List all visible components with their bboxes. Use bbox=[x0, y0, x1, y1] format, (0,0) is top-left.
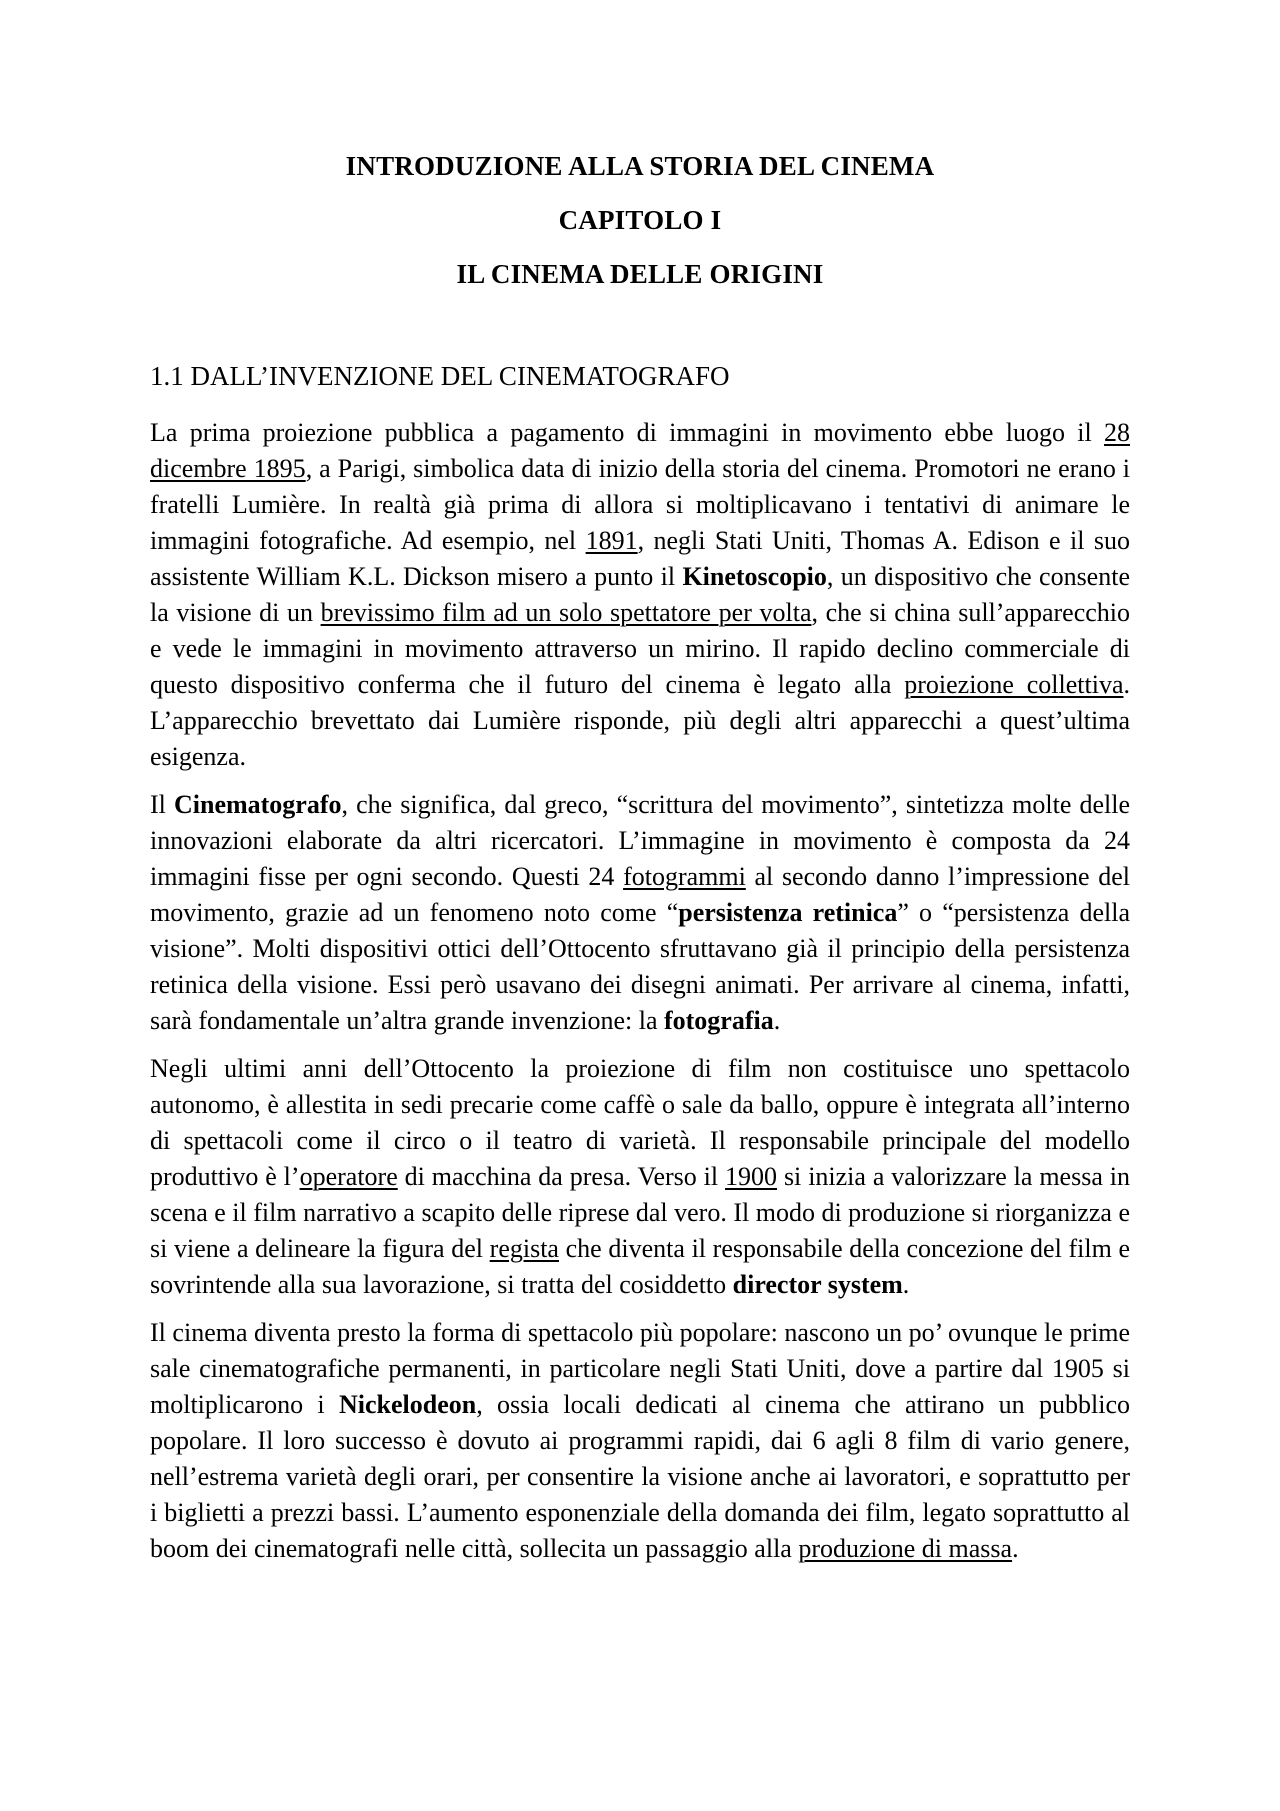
text-run: Cinematografo bbox=[173, 790, 342, 819]
text-run: ” o “persistenza della visione”. Molti dispositivi ottici dell’Ottocento sfruttavano già il principio della persistenza retinica della visione. Essi però usavano dei disegni animati. Per arrivare al cinema, infatti, sarà fondamentale un’altra grande invenzione: la bbox=[150, 898, 1130, 1035]
text-run: , negli Stati Uniti, Thomas A. Edison e il suo assistente William K.L. Dickson misero a punto il bbox=[150, 526, 1131, 591]
chapter-number-title: CAPITOLO I bbox=[558, 205, 722, 235]
text-run: brevissimo film ad un solo spettatore per volta bbox=[320, 598, 812, 627]
document-title: INTRODUZIONE ALLA STORIA DEL CINEMA bbox=[345, 151, 935, 181]
chapter-name-title: IL CINEMA DELLE ORIGINI bbox=[456, 259, 824, 289]
paragraph-early-exhibition bbox=[150, 1051, 1130, 1303]
text-run: Negli ultimi anni dell’Ottocento la proiezione di film non costituisce uno spettacolo autonomo, è allestita in sedi precarie come caffè o sale da ballo, oppure è integrata all’interno di spettacoli come il circo o il teatro di varietà. Il responsabile principale del modello produttivo è l’ bbox=[150, 1054, 1130, 1191]
text-run: Il cinema diventa presto la forma di spettacolo più popolare: nascono un po’ ovunque le prime sale cinematografiche permanenti, in particolare negli Stati Uniti, dove a partire dal 1905 si moltiplicarono i bbox=[150, 1318, 1130, 1419]
text-run: La prima proiezione pubblica a pagamento di immagini in movimento ebbe luogo il bbox=[150, 418, 1104, 447]
text-run: regista bbox=[489, 1234, 559, 1263]
paragraph-nickelodeon bbox=[150, 1315, 1130, 1567]
text-run: Nickelodeon bbox=[338, 1390, 477, 1419]
text-run: al secondo danno l’impressione del movimento, grazie ad un fenomeno noto come “ bbox=[150, 862, 1130, 927]
text-run: . bbox=[773, 1006, 781, 1035]
text-run: 28 dicembre 1895 bbox=[150, 418, 1130, 483]
text-run: . L’apparecchio brevettato dai Lumière risponde, più degli altri apparecchi a quest’ultima esigenza. bbox=[150, 670, 1130, 771]
text-run: . bbox=[1012, 1534, 1019, 1563]
text-run: , che si china sull’apparecchio e vede le immagini in movimento attraverso un mirino. Il rapido declino commerciale di questo dispositivo conferma che il futuro del cinema è legato alla bbox=[150, 598, 1131, 699]
text-run: 1900 bbox=[725, 1162, 778, 1191]
text-run: proiezione collettiva bbox=[904, 670, 1124, 699]
text-run: fotogrammi bbox=[623, 862, 746, 891]
paragraph-cinematografo bbox=[150, 787, 1130, 1039]
text-run: Il bbox=[150, 790, 174, 819]
text-run: . bbox=[902, 1270, 910, 1299]
text-run: persistenza retinica bbox=[678, 898, 898, 927]
text-run: , che significa, dal greco, “scrittura del movimento”, sintetizza molte delle innovazioni elaborate da altri ricercatori. L’immagine in movimento è composta da 24 immagini fisse per ogni secondo. Questi 24 bbox=[150, 790, 1130, 891]
text-run: , ossia locali dedicati al cinema che attirano un pubblico popolare. Il loro successo è dovuto ai programmi rapidi, dai 6 agli 8 film di vario genere, nell’estrema varietà degli orari, per consentire la visione anche ai lavoratori, e soprattutto per i biglietti a prezzi bassi. L’aumento esponenziale della domanda dei film, legato soprattutto al boom dei cinematografi nelle città, sollecita un passaggio alla bbox=[150, 1390, 1130, 1563]
text-run: , un dispositivo che consente la visione di un bbox=[150, 562, 1130, 627]
text-run: produzione di massa bbox=[798, 1534, 1013, 1563]
paragraph-invention bbox=[150, 415, 1130, 775]
text-run: , a Parigi, simbolica data di inizio della storia del cinema. Promotori ne erano i fratelli Lumière. In realtà già prima di allora si moltiplicavano i tentativi di animare le immagini fotografiche. Ad esempio, nel bbox=[150, 454, 1130, 555]
text-run: di macchina da presa. Verso il bbox=[397, 1162, 726, 1191]
text-run: operatore bbox=[299, 1162, 398, 1191]
text-run: che diventa il responsabile della concezione del film e sovrintende alla sua lavorazione, si tratta del cosiddetto bbox=[150, 1234, 1130, 1299]
text-run: 1891 bbox=[585, 526, 638, 555]
text-run: Kinetoscopio bbox=[682, 562, 827, 591]
text-run: director system bbox=[732, 1270, 903, 1299]
section-heading: 1.1 DALL’INVENZIONE DEL CINEMATOGRAFO bbox=[150, 361, 730, 391]
text-run: si inizia a valorizzare la messa in scena e il film narrativo a scapito delle riprese dal vero. Il modo di produzione si riorganizza e si viene a delineare la figura del bbox=[150, 1162, 1131, 1263]
text-run: fotografia bbox=[663, 1006, 774, 1035]
